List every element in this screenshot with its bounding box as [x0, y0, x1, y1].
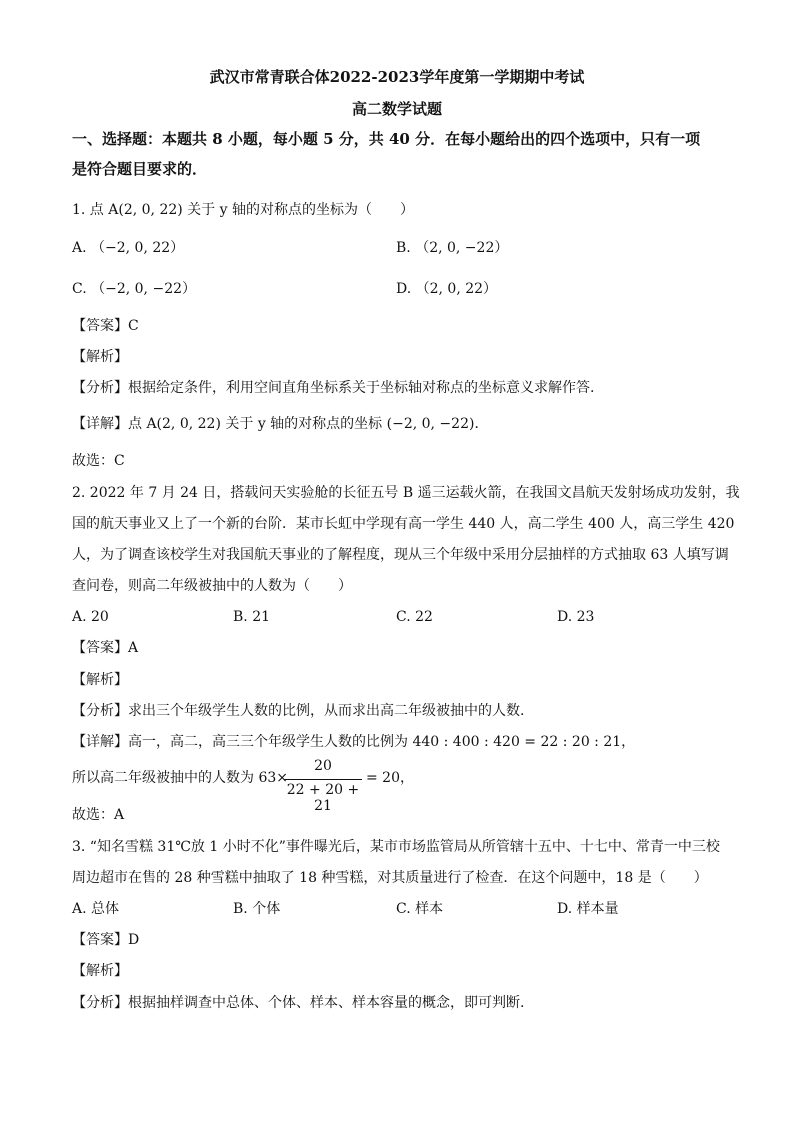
q1-stem: 1. 点 A(2, 0, 22) 关于 y 轴的对称点的坐标为（ ） — [72, 202, 414, 218]
q1-option-b: B. （2, 0, −22） — [396, 240, 509, 256]
q3-analysis: 【分析】根据抽样调查中总体、个体、样本、样本容量的概念，即可判断. — [72, 995, 525, 1011]
q1-analysis: 【分析】根据给定条件，利用空间直角坐标系关于坐标轴对称点的坐标意义求解作答. — [72, 380, 595, 396]
q2-fraction-numerator: 20 — [314, 758, 332, 774]
q3-analysis-label: 【解析】 — [72, 963, 128, 979]
q2-analysis: 【分析】求出三个年级学生人数的比例，从而求出高二年级被抽中的人数. — [72, 703, 525, 719]
q1-option-a: A. （−2, 0, 22） — [72, 240, 185, 256]
q1-option-c: C. （−2, 0, −22） — [72, 281, 197, 297]
q2-stem-line-4: 查问卷，则高二年级被抽中的人数为（ ） — [72, 578, 352, 594]
q3-option-d: D. 样本量 — [557, 901, 619, 917]
q2-choice: 故选：A — [72, 807, 125, 823]
q2-calc-prefix: 所以高二年级被抽中的人数为 63× — [72, 770, 288, 786]
q1-detail: 【详解】点 A(2, 0, 22) 关于 y 轴的对称点的坐标 (−2, 0, −22)． — [72, 416, 489, 432]
q3-answer: 【答案】D — [72, 932, 140, 948]
q2-stem-line-2: 国的航天事业又上了一个新的台阶．某市长虹中学现有高一学生 440 人，高二学生 400 人，高三学生 420 — [72, 516, 735, 532]
q2-detail: 【详解】高一，高二，高三三个年级学生人数的比例为 440 : 400 : 420 = 22 : 20 : 21， — [72, 734, 636, 750]
q2-calc-suffix: = 20， — [366, 770, 414, 786]
q2-answer: 【答案】A — [72, 640, 139, 656]
q2-fraction — [284, 758, 362, 814]
section-heading-line-1: 一、选择题：本题共 8 小题，每小题 5 分，共 40 分．在每小题给出的四个选项中，只有一项 — [72, 130, 701, 148]
exam-title: 武汉市常青联合体2022-2023学年度第一学期期中考试 — [209, 68, 585, 86]
q3-stem-line-2: 周边超市在售的 28 种雪糕中抽取了 18 种雪糕，对其质量进行了检查．在这个问题中，18 是（ ） — [72, 870, 708, 886]
q3-option-c: C. 样本 — [396, 901, 444, 917]
exam-subtitle: 高二数学试题 — [351, 100, 442, 118]
q3-stem-line-1: 3. “知名雪糕 31℃放 1 小时不化”事件曝光后，某市市场监管局从所管辖十五中、十七中、常青一中三校 — [72, 839, 720, 855]
q3-option-a: A. 总体 — [72, 901, 120, 917]
q2-analysis-label: 【解析】 — [72, 672, 128, 688]
q2-stem-line-1: 2. 2022 年 7 月 24 日，搭载问天实验舱的长征五号 B 遥三运载火箭，在我国文昌航天发射场成功发射，我 — [72, 485, 740, 501]
q3-option-b: B. 个体 — [233, 901, 281, 917]
q1-option-d: D. （2, 0, 22） — [396, 281, 498, 297]
q2-option-b: B. 21 — [233, 609, 271, 625]
q1-choice: 故选：C — [72, 453, 125, 469]
section-heading-line-2: 是符合题目要求的． — [72, 160, 208, 178]
q2-option-a: A. 20 — [72, 609, 109, 625]
q1-answer: 【答案】C — [72, 318, 139, 334]
q2-fraction-denominator: 22 + 20 + 21 — [286, 782, 360, 814]
q1-analysis-label: 【解析】 — [72, 349, 128, 365]
q2-stem-line-3: 人，为了调查该校学生对我国航天事业的了解程度，现从三个年级中采用分层抽样的方式抽取 63 人填写调 — [72, 547, 729, 563]
q2-option-c: C. 22 — [396, 609, 433, 625]
q2-fraction-bar — [284, 779, 362, 780]
q2-option-d: D. 23 — [557, 609, 595, 625]
